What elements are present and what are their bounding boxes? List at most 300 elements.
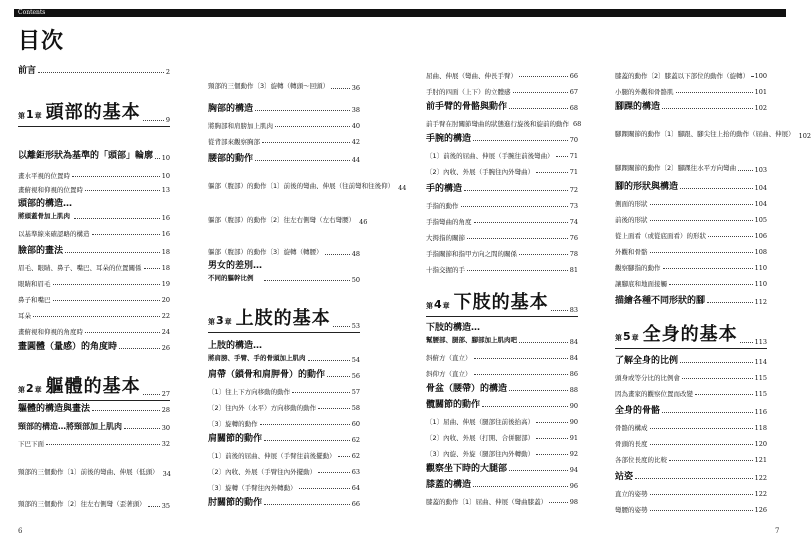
toc-entry[interactable]: [426, 196, 578, 210]
toc-page-number: 78: [569, 250, 578, 258]
toc-subheading[interactable]: [18, 418, 170, 432]
toc-entry-title: 畫圓體（量感）的角度時: [18, 342, 118, 352]
toc-section[interactable]: [615, 402, 767, 416]
entry-line-2: 旋轉（轉頭～回頭）: [270, 82, 330, 90]
toc-page-number: 74: [569, 218, 578, 226]
dot-leader: [650, 510, 753, 511]
toc-entry-title: [615, 320, 738, 346]
toc-entry[interactable]: [615, 500, 767, 514]
toc-entry[interactable]: [426, 146, 578, 160]
dot-leader: [53, 284, 160, 285]
toc-page-number: 71: [569, 152, 578, 160]
dot-leader: [473, 140, 568, 141]
toc-entry-title: 觀察坐下時的大腿部: [426, 464, 508, 474]
chapter-heading[interactable]: [208, 304, 360, 330]
toc-entry-title: [18, 466, 159, 478]
toc-page-number: 26: [161, 344, 170, 352]
subheading-line-1: 頭部的構造…: [18, 199, 73, 209]
toc-entry-title: 小腿的外觀和骨骼肌: [615, 88, 674, 96]
right-page-number: 7: [775, 527, 780, 535]
toc-entry[interactable]: [208, 200, 368, 226]
toc-page-number: 115: [754, 390, 767, 398]
entry-line-2: 腳踝往水平方向彎曲: [677, 164, 737, 172]
chapter-separator: [426, 316, 578, 317]
dot-leader: [669, 284, 753, 285]
toc-entry-title: 屈曲、伸展（彎曲、伸長手臂）: [426, 72, 517, 80]
toc-section[interactable]: [615, 292, 767, 306]
toc-entry-title: [18, 198, 72, 222]
dot-leader: [708, 236, 753, 237]
toc-page-number: 92: [569, 450, 578, 458]
toc-section[interactable]: [208, 150, 360, 164]
toc-entry[interactable]: [18, 484, 170, 510]
toc-page-number: 58: [351, 404, 360, 412]
dot-leader: [327, 376, 350, 377]
toc-entry-title: 〔3〕內旋、外旋（腿部往內外轉動）: [426, 450, 535, 458]
toc-entry[interactable]: [615, 450, 767, 464]
toc-entry-title: 耳朵: [18, 312, 31, 320]
toc-page-number: 19: [161, 280, 170, 288]
entry-line-2: 腳跟、腳尖往上抬的動作（屈曲、伸展）: [677, 130, 795, 138]
toc-page-number: 13: [161, 186, 170, 194]
dot-leader: [650, 428, 753, 429]
toc-entry-title: 胸部的構造: [208, 104, 254, 114]
dot-leader: [549, 502, 568, 503]
toc-entry-title: 腳的形狀與構造: [615, 182, 679, 192]
dot-leader: [473, 486, 568, 487]
toc-page-number: 120: [754, 440, 767, 448]
toc-entry[interactable]: [18, 274, 170, 288]
toc-entry[interactable]: [426, 82, 578, 96]
toc-entry-title: 讓腳底和地面接觸: [615, 280, 667, 288]
dot-leader: [124, 428, 160, 429]
toc-page-number: 70: [569, 136, 578, 144]
entry-line-2: 前後的彎曲、伸展（低頭）: [80, 468, 159, 476]
toc-entry-title: [208, 214, 355, 226]
toc-entry[interactable]: [18, 434, 170, 448]
toc-entry-title: 頸部的構造…將頸部加上肌肉: [18, 422, 122, 431]
chapter-suffix: 章: [34, 112, 42, 120]
section-line-1: 以離鉅形狀: [18, 151, 64, 161]
toc-page-number: 62: [351, 436, 360, 444]
toc-page-number: 60: [351, 420, 360, 428]
chapter-prefix: 第: [426, 302, 433, 310]
toc-page-number: 71: [569, 168, 578, 176]
toc-page-number: 112: [754, 298, 767, 306]
toc-page-number: 16: [161, 214, 170, 222]
toc-entry[interactable]: [615, 114, 811, 140]
toc-entry[interactable]: [615, 484, 767, 498]
dot-leader: [695, 394, 753, 395]
toc-entry[interactable]: [208, 232, 360, 258]
toc-page-number: 94: [569, 466, 578, 474]
toc-entry-title: [426, 322, 517, 346]
toc-entry-title: 臉部的畫法: [18, 246, 64, 256]
toc-section[interactable]: [426, 460, 578, 474]
toc-entry-title: 頭身或等分比的比例會: [615, 374, 680, 382]
toc-entry-title: 各部位長度的比較: [615, 456, 667, 464]
chapter-title: 下肢的基本: [453, 292, 549, 313]
toc-entry-title: 眼睛和眉毛: [18, 280, 51, 288]
dot-leader: [299, 488, 350, 489]
toc-page-number: 66: [351, 500, 360, 508]
dot-leader: [255, 160, 350, 161]
toc-entry-title: 手指關節和指甲方向之間的關係: [426, 250, 517, 258]
dot-leader: [74, 218, 160, 219]
toc-section[interactable]: [208, 100, 360, 114]
toc-entry[interactable]: [208, 446, 360, 460]
toc-entry[interactable]: [426, 66, 578, 80]
toc-entry[interactable]: [615, 210, 767, 224]
toc-page-number: 57: [351, 388, 360, 396]
toc-entry[interactable]: [615, 226, 767, 240]
toc-entry[interactable]: [426, 244, 578, 258]
toc-entry-title: 了解全身的比例: [615, 356, 679, 366]
toc-page-number: 126: [754, 506, 767, 514]
chapter-number: 4: [434, 298, 442, 311]
chapter-heading[interactable]: [18, 98, 170, 124]
toc-page-number: 106: [754, 232, 767, 240]
dot-leader: [482, 406, 568, 407]
toc-page-number: 84: [569, 338, 578, 346]
toc-entry-title: 肘關節的動作: [208, 498, 263, 508]
section-line-2: 為基準的「頭部」輪廓: [63, 151, 154, 161]
toc-subheading[interactable]: [208, 258, 360, 284]
toc-section[interactable]: [426, 380, 578, 394]
dot-leader: [260, 424, 350, 425]
toc-entry-title: 手指的動作: [426, 202, 459, 210]
toc-page-number: 44: [351, 156, 360, 164]
toc-page-number: 76: [569, 234, 578, 242]
toc-subheading[interactable]: [426, 320, 578, 346]
chapter-separator: [208, 332, 360, 333]
dot-leader: [680, 362, 753, 363]
dot-leader: [536, 172, 568, 173]
dot-leader: [740, 342, 753, 343]
toc-entry[interactable]: [208, 66, 360, 92]
chapter-title: 上肢的基本: [235, 308, 331, 329]
toc-entry[interactable]: [615, 258, 767, 272]
toc-section[interactable]: [426, 98, 578, 112]
toc-entry-title: 斜仰方（直立）: [426, 370, 472, 378]
toc-page-number: 72: [569, 186, 578, 194]
toc-entry[interactable]: [615, 418, 767, 432]
dot-leader: [85, 190, 160, 191]
toc-entry-title: 〔3〕旋轉的動作: [208, 420, 258, 428]
toc-page-number: 90: [569, 418, 578, 426]
dot-leader: [474, 374, 568, 375]
entry-line-1: 軀部（腹部）的動作〔2〕: [208, 216, 284, 224]
toc-section[interactable]: [426, 476, 578, 490]
dot-leader: [536, 438, 568, 439]
toc-page-number: 83: [569, 306, 578, 314]
toc-page-number: 46: [359, 218, 368, 226]
toc-entry-title: [208, 80, 329, 92]
chapter-prefix: 第: [18, 112, 25, 120]
toc-page-number: 104: [754, 184, 767, 192]
subheading-line-1: 下肢的構造…: [426, 323, 481, 333]
dot-leader: [519, 76, 568, 77]
dot-leader: [650, 444, 753, 445]
toc-entry[interactable]: [18, 180, 170, 194]
chapter-heading[interactable]: [18, 372, 170, 398]
dot-leader: [474, 222, 568, 223]
toc-entry[interactable]: [615, 82, 767, 96]
toc-entry-title: 手的構造: [426, 184, 463, 194]
toc-entry-title: [208, 260, 262, 284]
toc-entry[interactable]: [426, 114, 582, 128]
toc-entry[interactable]: [208, 462, 360, 476]
toc-page-number: 28: [161, 406, 170, 414]
toc-entry-title: 手腕的構造: [426, 134, 472, 144]
toc-entry-title: [615, 162, 736, 174]
entry-line-1: 腳踝關節的動作〔2〕: [615, 164, 678, 172]
toc-entry-title: 骨頭的長度: [615, 440, 648, 448]
chapter-suffix: 章: [442, 302, 450, 310]
entry-line-1: 軀部（腹部）的動作〔1〕: [208, 182, 284, 190]
toc-section[interactable]: [615, 98, 767, 112]
toc-entry-title: 手指彎曲的角度: [426, 218, 472, 226]
subheading-line-1: 上肢的構造…: [208, 341, 263, 351]
dot-leader: [650, 204, 753, 205]
toc-entry[interactable]: [208, 166, 407, 192]
toc-entry-title: 鼻子和嘴巴: [18, 296, 51, 304]
toc-entry[interactable]: [18, 306, 170, 320]
toc-entry[interactable]: [18, 290, 170, 304]
right-page: [400, 0, 811, 541]
dot-leader: [669, 460, 753, 461]
dot-leader: [682, 378, 753, 379]
toc-page-number: 56: [351, 372, 360, 380]
toc-entry-title: 〔2〕內收、外展（手腕往內外彎曲）: [426, 168, 535, 176]
toc-entry[interactable]: [18, 224, 170, 238]
entry-line-2: 往左右側彎（左右彎腰）: [283, 216, 356, 224]
toc-section[interactable]: [426, 130, 578, 144]
toc-page-number: 18: [161, 264, 170, 272]
chapter-number: 3: [216, 314, 224, 327]
toc-page-number: 102: [798, 132, 811, 140]
toc-entry[interactable]: [615, 242, 767, 256]
toc-entry-title: [208, 304, 331, 330]
toc-page-number: 91: [569, 434, 578, 442]
subheading-line-2: 將頭蓋骨加上肌肉: [18, 212, 70, 220]
dot-leader: [551, 310, 568, 311]
toc-entry-title: 側面的形狀: [615, 200, 648, 208]
toc-entry[interactable]: [18, 452, 170, 478]
toc-entry[interactable]: [426, 444, 578, 458]
dot-leader: [33, 316, 160, 317]
chapter-prefix: 第: [18, 386, 25, 394]
dot-leader: [264, 280, 350, 281]
toc-entry-title: [208, 180, 394, 192]
toc-entry-title: [18, 98, 141, 124]
toc-entry-title: 〔1〕前後的屈曲、伸展（手臂往前後擺動）: [208, 452, 336, 460]
toc-entry-title: [18, 498, 146, 510]
toc-entry-title: [208, 340, 306, 364]
toc-entry[interactable]: [18, 258, 170, 272]
toc-entry[interactable]: [426, 228, 578, 242]
dot-leader: [464, 190, 568, 191]
chapter-suffix: 章: [224, 318, 232, 326]
toc-entry[interactable]: [208, 116, 360, 130]
toc-section[interactable]: [18, 62, 170, 76]
toc-section[interactable]: [615, 178, 767, 192]
header-band: [14, 9, 400, 17]
dot-leader: [264, 504, 350, 505]
toc-entry[interactable]: [615, 434, 767, 448]
toc-entry-title: 骨盆（腰帶）的構造: [426, 384, 508, 394]
toc-page-number: 63: [351, 468, 360, 476]
toc-entry[interactable]: [615, 274, 767, 288]
toc-entry-title: 彎腰的姿勢: [615, 506, 648, 514]
chapter-title: 頭部的基本: [45, 102, 141, 123]
toc-entry[interactable]: [426, 492, 578, 506]
dot-leader: [662, 412, 753, 413]
entry-line-2: 前後的彎曲、伸展（往前彎和往後仰）: [283, 182, 395, 190]
toc-entry[interactable]: [615, 194, 767, 208]
toc-page-number: 38: [351, 106, 360, 114]
toc-page-number: 24: [161, 328, 170, 336]
toc-entry[interactable]: [208, 382, 360, 396]
toc-page-number: 73: [569, 202, 578, 210]
toc-page-number: 27: [161, 390, 170, 398]
toc-page-number: 101: [754, 88, 767, 96]
dot-leader: [513, 92, 568, 93]
toc-entry-title: 全身的骨骼: [615, 406, 661, 416]
toc-subheading[interactable]: [208, 338, 360, 364]
toc-entry-title: 下巴下面: [18, 440, 44, 448]
header-band-right: [400, 9, 786, 17]
toc-page-number: 36: [351, 84, 360, 92]
dot-leader: [144, 268, 160, 269]
dot-leader: [292, 392, 350, 393]
chapter-heading[interactable]: [426, 288, 578, 314]
toc-entry[interactable]: [615, 384, 767, 398]
toc-page-number: 32: [161, 440, 170, 448]
dot-leader: [707, 302, 753, 303]
toc-entry[interactable]: [426, 162, 578, 176]
toc-section[interactable]: [18, 136, 170, 162]
toc-page-number: 64: [351, 484, 360, 492]
toc-page-number: 98: [569, 498, 578, 506]
toc-entry[interactable]: [615, 148, 767, 174]
toc-entry-title: 〔1〕前後的屈曲、伸展（手腕往前後彎曲）: [426, 152, 554, 160]
chapter-title: 全身的基本: [642, 324, 738, 345]
toc-entry[interactable]: [426, 212, 578, 226]
toc-page-number: 122: [754, 474, 767, 482]
dot-leader: [663, 268, 753, 269]
toc-page-number: 50: [351, 276, 360, 284]
toc-entry-title: 畫水平視的位置時: [18, 172, 70, 180]
toc-section[interactable]: [208, 366, 360, 380]
toc-section[interactable]: [615, 468, 767, 482]
toc-entry[interactable]: [18, 166, 170, 180]
dot-leader: [536, 454, 568, 455]
toc-page-number: 90: [569, 402, 578, 410]
toc-page-number: 108: [754, 248, 767, 256]
toc-section[interactable]: [208, 430, 360, 444]
toc-page-number: 118: [754, 424, 767, 432]
toc-entry-title: 畫俯視和仰視的位置時: [18, 186, 83, 194]
toc-section[interactable]: [18, 400, 170, 414]
toc-entry[interactable]: [615, 66, 767, 80]
toc-entry-title: 膝蓋的構造: [426, 480, 472, 490]
dot-leader: [509, 470, 568, 471]
chapter-separator: [18, 126, 170, 127]
toc-entry-title: [615, 128, 795, 140]
dot-leader: [308, 360, 350, 361]
dot-leader: [255, 110, 350, 111]
chapter-heading[interactable]: [615, 320, 767, 346]
chapter-separator: [615, 348, 767, 349]
toc-page-number: 110: [754, 280, 767, 288]
toc-page-number: 34: [162, 470, 171, 478]
chapter-title: 軀體的基本: [45, 376, 141, 397]
toc-entry[interactable]: [426, 412, 578, 426]
subheading-line-2: 幫腰部、腿部、腳部加上肌肉吧: [426, 336, 517, 344]
dot-leader: [85, 332, 160, 333]
toc-entry-title: 〔2〕往內外（水平）方向移動的動作: [208, 404, 317, 412]
toc-section[interactable]: [18, 242, 170, 256]
toc-entry-title: 前手臂在肘關節彎曲的狀態進行旋後和旋前的動作: [426, 120, 569, 128]
toc-entry[interactable]: [208, 398, 360, 412]
toc-subheading[interactable]: [18, 196, 170, 222]
dot-leader: [467, 238, 568, 239]
toc-entry[interactable]: [426, 428, 578, 442]
toc-entry[interactable]: [208, 478, 360, 492]
toc-section[interactable]: [18, 338, 170, 352]
dot-leader: [536, 422, 568, 423]
toc-page-number: 102: [754, 104, 767, 112]
dot-leader: [738, 170, 752, 171]
toc-entry[interactable]: [426, 364, 578, 378]
toc-page-number: 122: [754, 490, 767, 498]
toc-section[interactable]: [426, 396, 578, 410]
dot-leader: [509, 108, 568, 109]
toc-entry[interactable]: [208, 132, 360, 146]
toc-section[interactable]: [426, 180, 578, 194]
toc-page-number: 86: [569, 370, 578, 378]
toc-entry-title: 前言: [18, 66, 37, 76]
toc-entry[interactable]: [426, 260, 578, 274]
chapter-number: 1: [26, 108, 34, 121]
toc-page-number: 68: [573, 120, 582, 128]
toc-entry[interactable]: [18, 322, 170, 336]
toc-entry-title: [426, 288, 549, 314]
toc-entry-title: 十指交握的手: [426, 266, 465, 274]
toc-page-number: 30: [161, 424, 170, 432]
toc-section[interactable]: [615, 352, 767, 366]
entry-line-1: 腳踝關節的動作〔1〕: [615, 130, 678, 138]
dot-leader: [662, 108, 753, 109]
toc-section[interactable]: [208, 494, 360, 508]
toc-entry[interactable]: [208, 414, 360, 428]
toc-entry[interactable]: [426, 348, 578, 362]
toc-entry-title: 站姿: [615, 472, 634, 482]
toc-page-number: 67: [569, 88, 578, 96]
toc-page-number: 96: [569, 482, 578, 490]
toc-entry-title: 骨骼的構成: [615, 424, 648, 432]
dot-leader: [65, 252, 160, 253]
toc-entry[interactable]: [615, 368, 767, 382]
toc-page-number: 10: [161, 154, 170, 162]
toc-entry-title: 直立的姿勢: [615, 490, 648, 498]
dot-leader: [46, 444, 160, 445]
toc-page-number: 40: [351, 122, 360, 130]
entry-line-2: 往左右側彎（歪著頭）: [80, 500, 146, 508]
toc-entry-title: 斜俯方（直立）: [426, 354, 472, 362]
dot-leader: [262, 142, 350, 143]
